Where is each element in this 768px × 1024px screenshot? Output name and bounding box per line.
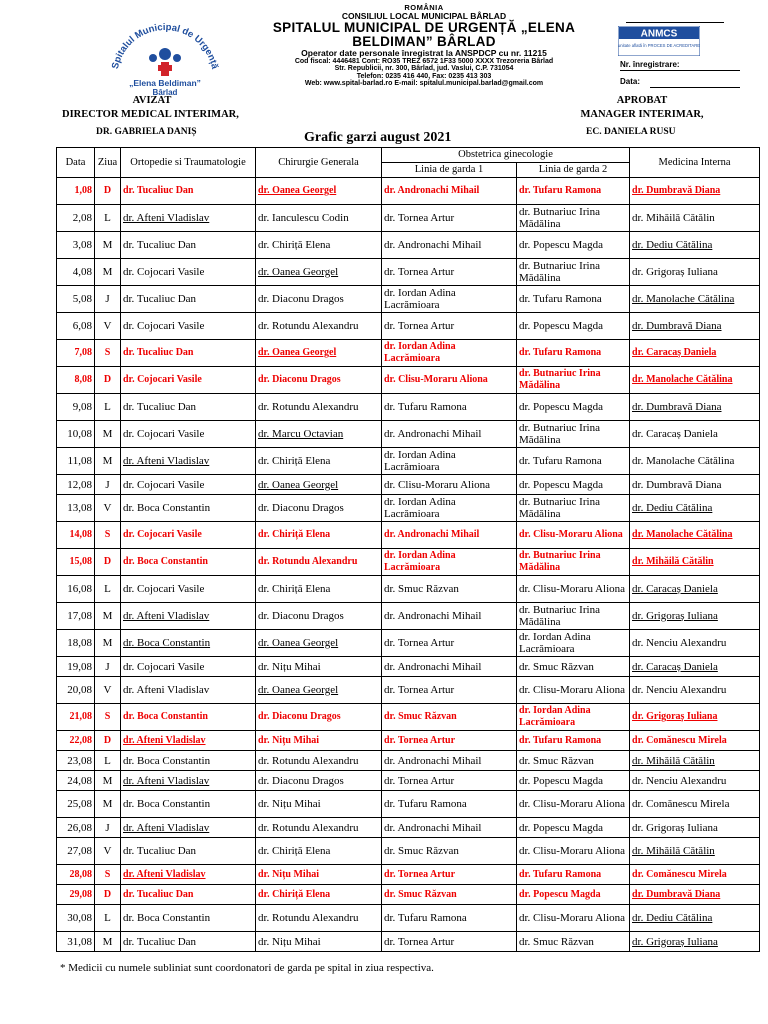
table-row <box>57 475 760 495</box>
cell-obst-line1: dr. Tornea Artur <box>382 677 517 704</box>
cell-date: 14,08 <box>57 522 95 549</box>
cell-obst-line1: dr. Clisu-Moraru Aliona <box>382 367 517 394</box>
cell-obst-line2: dr. Clisu-Moraru Aliona <box>517 576 630 603</box>
cell-ortho: dr. Tucaliuc Dan <box>121 885 256 905</box>
cell-date: 16,08 <box>57 576 95 603</box>
cell-internal-med: dr. Nenciu Alexandru <box>630 771 760 791</box>
cell-surgery: dr. Nițu Mihai <box>256 731 382 751</box>
cell-ortho: dr. Cojocari Vasile <box>121 657 256 677</box>
cell-internal-med: dr. Dediu Cătălina <box>630 495 760 522</box>
table-row <box>57 313 760 340</box>
cell-obst-line2: dr. Popescu Magda <box>517 475 630 495</box>
cell-date: 19,08 <box>57 657 95 677</box>
cell-obst-line1: dr. Andronachi Mihail <box>382 603 517 630</box>
cell-ortho: dr. Cojocari Vasile <box>121 313 256 340</box>
cell-day: V <box>95 313 121 340</box>
cell-date: 23,08 <box>57 751 95 771</box>
cell-obst-line2: dr. Butnariuc Irina Mădălina <box>517 421 630 448</box>
cell-surgery: dr. Chiriță Elena <box>256 522 382 549</box>
table-row <box>57 838 760 865</box>
cell-day: S <box>95 340 121 367</box>
table-row <box>57 771 760 791</box>
cell-day: M <box>95 771 121 791</box>
cell-date: 8,08 <box>57 367 95 394</box>
cell-obst-line1: dr. Andronachi Mihail <box>382 657 517 677</box>
cell-obst-line2: dr. Butnariuc Irina Mădălina <box>517 205 630 232</box>
cell-obst-line1: dr. Clisu-Moraru Aliona <box>382 475 517 495</box>
table-row <box>57 549 760 576</box>
manager-name: EC. DANIELA RUSU <box>586 127 676 137</box>
cell-internal-med: dr. Caracaș Daniela <box>630 576 760 603</box>
cell-day: M <box>95 932 121 952</box>
cell-obst-line2: dr. Tufaru Ramona <box>517 865 630 885</box>
cell-internal-med: dr. Mihăilă Cătălin <box>630 838 760 865</box>
table-row <box>57 818 760 838</box>
footnote: * Medicii cu numele subliniat sunt coordonatori de garda pe spital in ziua respectiva. <box>60 962 434 974</box>
cell-day: M <box>95 603 121 630</box>
cell-internal-med: dr. Dumbravă Diana <box>630 885 760 905</box>
cell-date: 9,08 <box>57 394 95 421</box>
cell-obst-line2: dr. Popescu Magda <box>517 771 630 791</box>
cell-internal-med: dr. Caracaș Daniela <box>630 421 760 448</box>
cell-obst-line1: dr. Tornea Artur <box>382 205 517 232</box>
registration-label: Nr. înregistrare: <box>620 60 680 69</box>
cell-obst-line2: dr. Popescu Magda <box>517 232 630 259</box>
date-label: Data: <box>620 77 641 86</box>
cell-surgery: dr. Diaconu Dragos <box>256 704 382 731</box>
cell-obst-line2: dr. Tufaru Ramona <box>517 286 630 313</box>
col-obst-line2: Linia de garda 2 <box>517 163 630 178</box>
cell-obst-line1: dr. Iordan Adina Lacrămioara <box>382 549 517 576</box>
anmcs-text: ANMCS <box>640 28 678 40</box>
cell-date: 27,08 <box>57 838 95 865</box>
cell-internal-med: dr. Comănescu Mirela <box>630 731 760 751</box>
cell-internal-med: dr. Mihăilă Cătălin <box>630 549 760 576</box>
table-row <box>57 630 760 657</box>
cell-ortho: dr. Afteni Vladislav <box>121 731 256 751</box>
cell-ortho: dr. Tucaliuc Dan <box>121 178 256 205</box>
cell-obst-line1: dr. Andronachi Mihail <box>382 421 517 448</box>
cell-obst-line2: dr. Butnariuc Irina Mădălina <box>517 603 630 630</box>
cell-surgery: dr. Diaconu Dragos <box>256 367 382 394</box>
cell-day: L <box>95 751 121 771</box>
cell-internal-med: dr. Dediu Cătălina <box>630 905 760 932</box>
divider <box>620 70 740 71</box>
table-row <box>57 885 760 905</box>
cell-internal-med: dr. Comănescu Mirela <box>630 791 760 818</box>
table-row <box>57 932 760 952</box>
table-row <box>57 178 760 205</box>
cell-obst-line1: dr. Andronachi Mihail <box>382 178 517 205</box>
table-row <box>57 657 760 677</box>
cell-ortho: dr. Afteni Vladislav <box>121 818 256 838</box>
table-row <box>57 905 760 932</box>
cell-surgery: dr. Nițu Mihai <box>256 657 382 677</box>
aprobat-block <box>572 94 712 122</box>
cell-surgery: dr. Diaconu Dragos <box>256 286 382 313</box>
cell-surgery: dr. Chiriță Elena <box>256 885 382 905</box>
cell-obst-line2: dr. Butnariuc Irina Mădălina <box>517 259 630 286</box>
cell-ortho: dr. Boca Constantin <box>121 791 256 818</box>
cell-date: 5,08 <box>57 286 95 313</box>
cell-obst-line2: dr. Butnariuc Irina Mădălina <box>517 495 630 522</box>
table-row <box>57 232 760 259</box>
cell-day: M <box>95 259 121 286</box>
cell-obst-line2: dr. Butnariuc Irina Mădălina <box>517 549 630 576</box>
table-row <box>57 286 760 313</box>
cell-ortho: dr. Tucaliuc Dan <box>121 394 256 421</box>
cell-day: J <box>95 657 121 677</box>
cell-ortho: dr. Afteni Vladislav <box>121 603 256 630</box>
cell-internal-med: dr. Grigoraș Iuliana <box>630 603 760 630</box>
col-obstetrics: Obstetrica ginecologie <box>382 148 630 163</box>
cell-obst-line2: dr. Smuc Răzvan <box>517 657 630 677</box>
logo-city: Bârlad <box>152 88 178 96</box>
cell-surgery: dr. Rotundu Alexandru <box>256 313 382 340</box>
cell-day: J <box>95 475 121 495</box>
cell-date: 6,08 <box>57 313 95 340</box>
cell-internal-med: dr. Manolache Cătălina <box>630 448 760 475</box>
cell-internal-med: dr. Manolache Cătălina <box>630 286 760 313</box>
aprobat-label: APROBAT <box>616 95 668 106</box>
cell-obst-line1: dr. Tufaru Ramona <box>382 394 517 421</box>
cell-surgery: dr. Oanea Georgel <box>256 475 382 495</box>
cell-obst-line1: dr. Tornea Artur <box>382 865 517 885</box>
table-row <box>57 205 760 232</box>
cell-day: J <box>95 818 121 838</box>
table-row <box>57 448 760 475</box>
cell-ortho: dr. Tucaliuc Dan <box>121 932 256 952</box>
cell-ortho: dr. Afteni Vladislav <box>121 677 256 704</box>
cell-obst-line2: dr. Tufaru Ramona <box>517 448 630 475</box>
cell-day: M <box>95 630 121 657</box>
cell-day: D <box>95 367 121 394</box>
cell-ortho: dr. Boca Constantin <box>121 704 256 731</box>
cell-obst-line2: dr. Clisu-Moraru Aliona <box>517 677 630 704</box>
cell-date: 29,08 <box>57 885 95 905</box>
cell-day: L <box>95 394 121 421</box>
cell-obst-line2: dr. Iordan Adina Lacrămioara <box>517 704 630 731</box>
cell-ortho: dr. Afteni Vladislav <box>121 771 256 791</box>
cell-obst-line2: dr. Popescu Magda <box>517 394 630 421</box>
col-day: Ziua <box>95 148 121 178</box>
cell-internal-med: dr. Mihăilă Cătălin <box>630 751 760 771</box>
cell-surgery: dr. Ianculescu Codin <box>256 205 382 232</box>
cell-day: S <box>95 522 121 549</box>
table-row <box>57 576 760 603</box>
cell-date: 4,08 <box>57 259 95 286</box>
cell-surgery: dr. Rotundu Alexandru <box>256 751 382 771</box>
cell-ortho: dr. Afteni Vladislav <box>121 205 256 232</box>
col-internal-med: Medicina Interna <box>630 148 760 178</box>
table-row <box>57 704 760 731</box>
cell-surgery: dr. Nițu Mihai <box>256 932 382 952</box>
logo-arc-text: Spitalul Municipal de Urgență <box>109 21 221 71</box>
table-row <box>57 603 760 630</box>
cell-obst-line1: dr. Tornea Artur <box>382 932 517 952</box>
table-row <box>57 421 760 448</box>
cell-date: 2,08 <box>57 205 95 232</box>
cell-internal-med: dr. Grigoraș Iuliana <box>630 259 760 286</box>
shift-table <box>56 147 760 952</box>
cell-obst-line1: dr. Iordan Adina Lacrămioara <box>382 495 517 522</box>
cell-surgery: dr. Oanea Georgel <box>256 630 382 657</box>
cell-date: 21,08 <box>57 704 95 731</box>
cell-surgery: dr. Chiriță Elena <box>256 232 382 259</box>
cell-surgery: dr. Chiriță Elena <box>256 576 382 603</box>
hospital-name: SPITALUL MUNICIPAL DE URGENȚĂ „ELENA BELDIMAN” BÂRLAD <box>272 19 576 49</box>
cell-internal-med: dr. Dumbravă Diana <box>630 313 760 340</box>
council: CONSILIUL LOCAL MUNICIPAL BÂRLAD <box>341 10 507 21</box>
cell-day: D <box>95 731 121 751</box>
cell-internal-med: dr. Manolache Cătălina <box>630 522 760 549</box>
avizat-block <box>62 94 239 122</box>
cell-surgery: dr. Chiriță Elena <box>256 838 382 865</box>
director-name: DR. GABRIELA DANIȘ <box>96 127 197 137</box>
cell-internal-med: dr. Manolache Cătălina <box>630 367 760 394</box>
cell-day: L <box>95 905 121 932</box>
cell-date: 1,08 <box>57 178 95 205</box>
cell-obst-line1: dr. Andronachi Mihail <box>382 818 517 838</box>
operator-line: Operator date personale înregistrat la ANSPDCP cu nr. 11215 <box>301 48 547 59</box>
cell-surgery: dr. Marcu Octavian <box>256 421 382 448</box>
cell-ortho: dr. Cojocari Vasile <box>121 367 256 394</box>
cell-internal-med: dr. Caracaș Daniela <box>630 340 760 367</box>
table-row <box>57 791 760 818</box>
cell-surgery: dr. Diaconu Dragos <box>256 603 382 630</box>
cell-obst-line1: dr. Smuc Răzvan <box>382 838 517 865</box>
cell-ortho: dr. Cojocari Vasile <box>121 475 256 495</box>
logo-name: „Elena Beldiman” <box>129 78 201 88</box>
cell-obst-line1: dr. Tornea Artur <box>382 313 517 340</box>
cell-surgery: dr. Diaconu Dragos <box>256 771 382 791</box>
manager-title: MANAGER INTERIMAR, <box>580 109 704 120</box>
country: ROMÂNIA <box>404 3 444 12</box>
cell-obst-line2: dr. Clisu-Moraru Aliona <box>517 522 630 549</box>
cell-day: D <box>95 549 121 576</box>
cell-ortho: dr. Tucaliuc Dan <box>121 232 256 259</box>
cell-ortho: dr. Boca Constantin <box>121 630 256 657</box>
cell-surgery: dr. Chiriță Elena <box>256 448 382 475</box>
cell-ortho: dr. Tucaliuc Dan <box>121 838 256 865</box>
col-obst-line1: Linia de garda 1 <box>382 163 517 178</box>
col-ortho: Ortopedie si Traumatologie <box>121 148 256 178</box>
cell-day: D <box>95 178 121 205</box>
cell-obst-line1: dr. Tornea Artur <box>382 771 517 791</box>
cell-obst-line1: dr. Andronachi Mihail <box>382 751 517 771</box>
cell-obst-line1: dr. Tufaru Ramona <box>382 905 517 932</box>
cell-obst-line2: dr. Clisu-Moraru Aliona <box>517 905 630 932</box>
table-row <box>57 731 760 751</box>
cell-date: 28,08 <box>57 865 95 885</box>
cell-obst-line1: dr. Smuc Răzvan <box>382 576 517 603</box>
web-line: Web: www.spital-barlad.ro E-mail: spitalul.municipal.barlad@gmail.com <box>304 80 544 88</box>
table-row <box>57 340 760 367</box>
cell-ortho: dr. Afteni Vladislav <box>121 448 256 475</box>
cell-date: 26,08 <box>57 818 95 838</box>
cell-surgery: dr. Oanea Georgel <box>256 340 382 367</box>
cell-obst-line1: dr. Tornea Artur <box>382 630 517 657</box>
cell-date: 12,08 <box>57 475 95 495</box>
cell-ortho: dr. Tucaliuc Dan <box>121 340 256 367</box>
table-row <box>57 259 760 286</box>
director-title: DIRECTOR MEDICAL INTERIMAR, <box>62 109 239 120</box>
cell-day: L <box>95 205 121 232</box>
avizat-label: AVIZAT <box>132 95 172 106</box>
anmcs-logo-icon <box>618 26 700 56</box>
cell-internal-med: dr. Grigoraș Iuliana <box>630 932 760 952</box>
page-title: Grafic garzi august 2021 <box>304 130 452 145</box>
cell-date: 15,08 <box>57 549 95 576</box>
fiscal-line: Cod fiscal: 4446481 Cont: RO35 TREZ 6572 1F33 5000 XXXX Trezoreria Bârlad <box>294 58 554 66</box>
hospital-logo-icon <box>95 18 235 96</box>
table-row <box>57 865 760 885</box>
col-date: Data <box>57 148 95 178</box>
table-row <box>57 677 760 704</box>
cell-date: 25,08 <box>57 791 95 818</box>
divider <box>626 22 724 23</box>
cell-ortho: dr. Boca Constantin <box>121 905 256 932</box>
cell-date: 10,08 <box>57 421 95 448</box>
cell-internal-med: dr. Nenciu Alexandru <box>630 630 760 657</box>
cell-day: V <box>95 838 121 865</box>
cell-surgery: dr. Diaconu Dragos <box>256 495 382 522</box>
cell-surgery: dr. Nițu Mihai <box>256 791 382 818</box>
cell-date: 17,08 <box>57 603 95 630</box>
cell-ortho: dr. Tucaliuc Dan <box>121 286 256 313</box>
cell-obst-line1: dr. Tornea Artur <box>382 259 517 286</box>
cell-surgery: dr. Nițu Mihai <box>256 865 382 885</box>
cell-obst-line2: dr. Clisu-Moraru Aliona <box>517 791 630 818</box>
cell-obst-line1: dr. Andronachi Mihail <box>382 232 517 259</box>
cell-obst-line2: dr. Popescu Magda <box>517 818 630 838</box>
cell-ortho: dr. Boca Constantin <box>121 549 256 576</box>
cell-day: D <box>95 885 121 905</box>
cell-day: V <box>95 677 121 704</box>
cell-date: 22,08 <box>57 731 95 751</box>
cell-internal-med: dr. Comănescu Mirela <box>630 865 760 885</box>
cell-day: M <box>95 448 121 475</box>
cell-date: 30,08 <box>57 905 95 932</box>
address-line: Str. Republicii, nr. 300, Bârlad, jud. Vaslui, C.P. 731054 <box>334 65 514 73</box>
cell-surgery: dr. Rotundu Alexandru <box>256 818 382 838</box>
cell-day: J <box>95 286 121 313</box>
cell-internal-med: dr. Grigoraș Iuliana <box>630 818 760 838</box>
cell-internal-med: dr. Nenciu Alexandru <box>630 677 760 704</box>
cell-obst-line2: dr. Iordan Adina Lacrămioara <box>517 630 630 657</box>
cell-ortho: dr. Boca Constantin <box>121 751 256 771</box>
cell-date: 11,08 <box>57 448 95 475</box>
cell-internal-med: dr. Dediu Cătălina <box>630 232 760 259</box>
cell-obst-line2: dr. Popescu Magda <box>517 313 630 340</box>
cell-internal-med: dr. Caracaș Daniela <box>630 657 760 677</box>
cell-obst-line1: dr. Iordan Adina Lacrămioara <box>382 448 517 475</box>
cell-ortho: dr. Cojocari Vasile <box>121 421 256 448</box>
divider <box>650 87 740 88</box>
cell-surgery: dr. Oanea Georgel <box>256 677 382 704</box>
col-surgery: Chirurgie Generala <box>256 148 382 178</box>
table-row <box>57 751 760 771</box>
table-row <box>57 522 760 549</box>
table-row <box>57 367 760 394</box>
cell-day: M <box>95 232 121 259</box>
cell-date: 31,08 <box>57 932 95 952</box>
cell-obst-line1: dr. Tornea Artur <box>382 731 517 751</box>
cell-date: 7,08 <box>57 340 95 367</box>
cell-obst-line2: dr. Tufaru Ramona <box>517 340 630 367</box>
cell-date: 18,08 <box>57 630 95 657</box>
cell-surgery: dr. Rotundu Alexandru <box>256 549 382 576</box>
cell-obst-line2: dr. Tufaru Ramona <box>517 178 630 205</box>
cell-ortho: dr. Cojocari Vasile <box>121 522 256 549</box>
cell-obst-line2: dr. Popescu Magda <box>517 885 630 905</box>
cell-obst-line1: dr. Iordan Adina Lacrămioara <box>382 340 517 367</box>
cell-internal-med: dr. Dumbravă Diana <box>630 178 760 205</box>
cell-obst-line1: dr. Smuc Răzvan <box>382 704 517 731</box>
cell-internal-med: dr. Dumbravă Diana <box>630 394 760 421</box>
cell-day: S <box>95 704 121 731</box>
table-row <box>57 495 760 522</box>
cell-day: M <box>95 791 121 818</box>
cell-obst-line2: dr. Smuc Răzvan <box>517 751 630 771</box>
cell-surgery: dr. Rotundu Alexandru <box>256 905 382 932</box>
cell-ortho: dr. Boca Constantin <box>121 495 256 522</box>
cell-obst-line2: dr. Smuc Răzvan <box>517 932 630 952</box>
cell-date: 3,08 <box>57 232 95 259</box>
cell-internal-med: dr. Dumbravă Diana <box>630 475 760 495</box>
cell-surgery: dr. Oanea Georgel <box>256 259 382 286</box>
cell-day: V <box>95 495 121 522</box>
anmcs-sub: unitate aflată în PROCES DE ACREDITARE <box>618 43 700 48</box>
cell-date: 20,08 <box>57 677 95 704</box>
cell-ortho: dr. Cojocari Vasile <box>121 576 256 603</box>
institution-block <box>244 4 604 87</box>
cell-surgery: dr. Rotundu Alexandru <box>256 394 382 421</box>
cell-ortho: dr. Afteni Vladislav <box>121 865 256 885</box>
cell-obst-line1: dr. Smuc Răzvan <box>382 885 517 905</box>
cell-day: S <box>95 865 121 885</box>
cell-obst-line2: dr. Clisu-Moraru Aliona <box>517 838 630 865</box>
cell-ortho: dr. Cojocari Vasile <box>121 259 256 286</box>
cell-obst-line1: dr. Tufaru Ramona <box>382 791 517 818</box>
cell-date: 24,08 <box>57 771 95 791</box>
cell-obst-line1: dr. Iordan Adina Lacrămioara <box>382 286 517 313</box>
cell-date: 13,08 <box>57 495 95 522</box>
cell-obst-line1: dr. Andronachi Mihail <box>382 522 517 549</box>
cell-day: L <box>95 576 121 603</box>
cell-obst-line2: dr. Tufaru Ramona <box>517 731 630 751</box>
table-row <box>57 394 760 421</box>
phone-line: Telefon: 0235 416 440, Fax: 0235 413 303 <box>356 72 492 80</box>
cell-day: M <box>95 421 121 448</box>
cell-obst-line2: dr. Butnariuc Irina Mădălina <box>517 367 630 394</box>
cell-internal-med: dr. Grigoraș Iuliana <box>630 704 760 731</box>
cell-internal-med: dr. Mihăilă Cătălin <box>630 205 760 232</box>
cell-surgery: dr. Oanea Georgel <box>256 178 382 205</box>
